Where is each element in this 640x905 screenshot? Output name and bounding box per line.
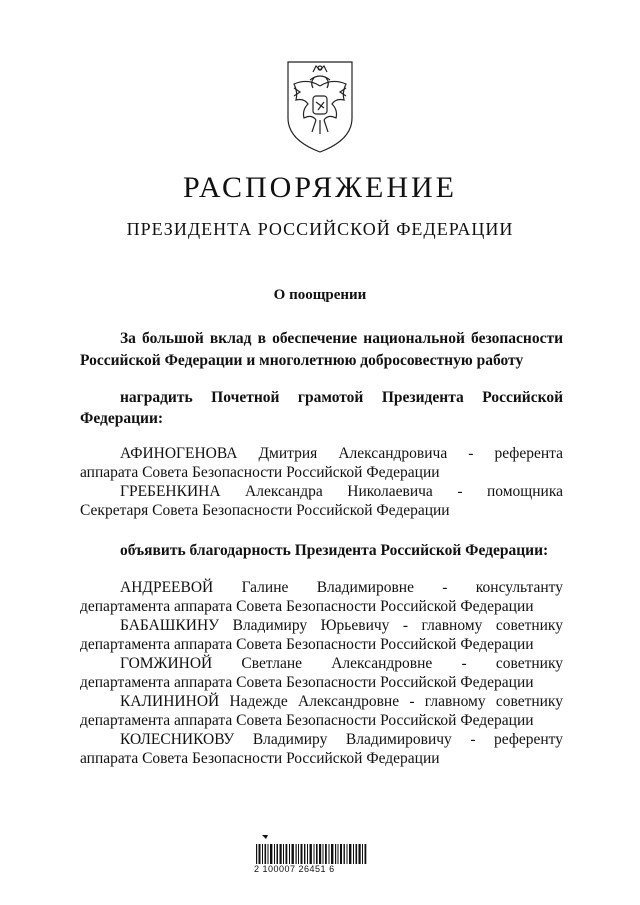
person-line: АНДРЕЕВОЙ Галине Владимировне - консультанту: [120, 579, 563, 596]
person-line: КАЛИНИНОЙ Надежде Александровне - главному советнику: [120, 693, 563, 710]
person-line: аппарата Совета Безопасности Российской Федерации: [80, 750, 440, 767]
decision-line: объявить благодарность Президента Российской Федерации:: [120, 542, 549, 559]
intro-line: За большой вклад в обеспечение национальной безопасности: [120, 330, 563, 347]
person-line: департамента аппарата Совета Безопасности Российской Федерации: [80, 674, 534, 691]
person-line: департамента аппарата Совета Безопасности Российской Федерации: [80, 712, 534, 729]
coat-of-arms-icon: [280, 58, 360, 154]
list-item: [80, 578, 563, 616]
list-item: [80, 730, 563, 768]
decision-line: Федерации:: [80, 410, 164, 427]
person-line: КОЛЕСНИКОВУ Владимиру Владимировичу - референту: [120, 731, 563, 748]
list-item: [80, 482, 563, 520]
person-line: ГРЕБЕНКИНА Александра Николаевича - помощника: [120, 483, 563, 500]
document-title: РАСПОРЯЖЕНИЕ: [182, 171, 458, 204]
intro-line: Российской Федерации и многолетнюю добросовестную работу: [80, 352, 524, 369]
decision-gratitude: [80, 541, 563, 561]
barcode-number: 2 100007 26451 6: [254, 864, 335, 874]
document-heading: О поощрении: [273, 287, 367, 303]
person-line: АФИНОГЕНОВА Дмитрия Александровича - референта: [120, 445, 563, 462]
person-line: департамента аппарата Совета Безопасности Российской Федерации: [80, 598, 534, 615]
decision-line: наградить Почетной грамотой Президента Российской: [120, 389, 563, 406]
list-item: [80, 444, 563, 482]
person-line: Секретаря Совета Безопасности Российской Федерации: [80, 502, 450, 519]
document-subtitle: ПРЕЗИДЕНТА РОССИЙСКОЙ ФЕДЕРАЦИИ: [126, 219, 514, 239]
list-item: [80, 616, 563, 654]
person-line: аппарата Совета Безопасности Российской Федерации: [80, 464, 440, 481]
person-line: ГОМЖИНОЙ Светлане Александровне - советнику: [120, 655, 563, 672]
list-item: [80, 654, 563, 692]
person-line: БАБАШКИНУ Владимиру Юрьевичу - главному советнику: [120, 617, 563, 634]
list-item: [80, 692, 563, 730]
award-list: [80, 444, 563, 520]
gratitude-list: [80, 578, 563, 768]
intro-paragraph: [80, 328, 563, 371]
decision-award: [80, 387, 563, 429]
person-line: департамента аппарата Совета Безопасности Российской Федерации: [80, 636, 534, 653]
